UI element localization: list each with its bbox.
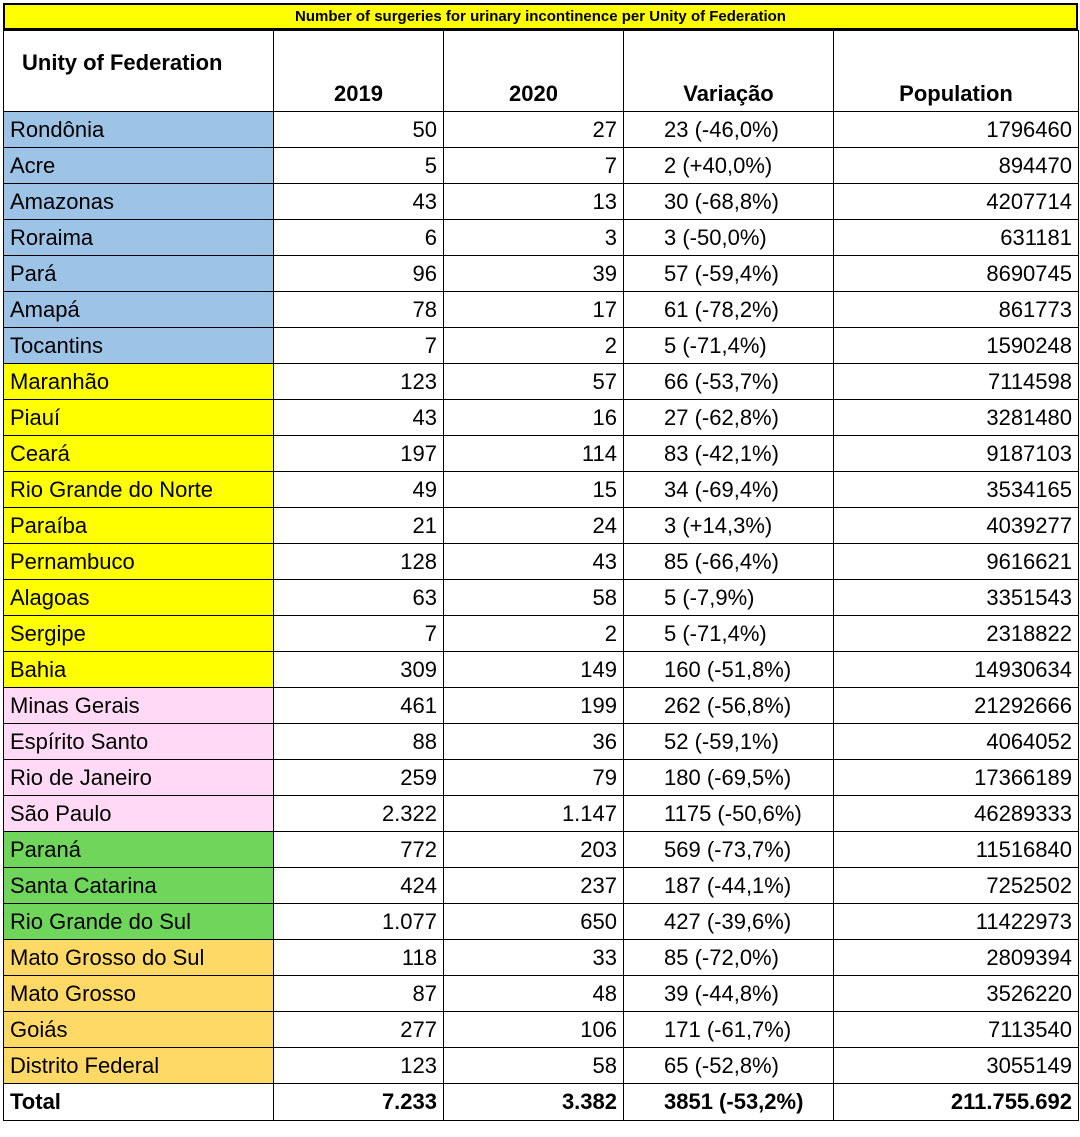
state-name-cell: Mato Grosso [4,976,274,1012]
table-row [4,724,1079,760]
total-label: Total [4,1084,274,1121]
state-name-cell: Rio Grande do Sul [4,904,274,940]
table-row [4,544,1079,580]
population-cell: 9187103 [834,436,1079,472]
population-cell: 11516840 [834,832,1079,868]
value-2019-cell: 1.077 [274,904,444,940]
value-2020-cell: 33 [444,940,624,976]
variation-cell: 85 (-66,4%) [624,544,834,580]
variation-cell: 27 (-62,8%) [624,400,834,436]
value-2020-cell: 17 [444,292,624,328]
variation-cell: 569 (-73,7%) [624,832,834,868]
variation-cell: 85 (-72,0%) [624,940,834,976]
value-2020-cell: 3 [444,220,624,256]
population-cell: 46289333 [834,796,1079,832]
value-2020-cell: 43 [444,544,624,580]
state-name-cell: Acre [4,148,274,184]
value-2019-cell: 461 [274,688,444,724]
value-2019-cell: 118 [274,940,444,976]
variation-cell: 30 (-68,8%) [624,184,834,220]
population-cell: 7114598 [834,364,1079,400]
table-row [4,220,1079,256]
state-name-cell: Distrito Federal [4,1048,274,1084]
table-row [4,292,1079,328]
table-row [4,112,1079,148]
population-cell: 4064052 [834,724,1079,760]
value-2019-cell: 123 [274,1048,444,1084]
value-2020-cell: 2 [444,328,624,364]
value-2020-cell: 1.147 [444,796,624,832]
table-row [4,508,1079,544]
population-cell: 631181 [834,220,1079,256]
state-name-cell: Piauí [4,400,274,436]
value-2019-cell: 88 [274,724,444,760]
value-2019-cell: 772 [274,832,444,868]
value-2019-cell: 5 [274,148,444,184]
variation-cell: 23 (-46,0%) [624,112,834,148]
table-row [4,940,1079,976]
population-cell: 1590248 [834,328,1079,364]
population-cell: 3351543 [834,580,1079,616]
population-cell: 4039277 [834,508,1079,544]
table-row [4,364,1079,400]
value-2020-cell: 58 [444,580,624,616]
table-row [4,328,1079,364]
value-2020-cell: 39 [444,256,624,292]
table-row [4,148,1079,184]
variation-cell: 5 (-71,4%) [624,328,834,364]
value-2019-cell: 197 [274,436,444,472]
table-row [4,256,1079,292]
table-row [4,436,1079,472]
state-name-cell: Tocantins [4,328,274,364]
value-2020-cell: 79 [444,760,624,796]
variation-cell: 180 (-69,5%) [624,760,834,796]
value-2020-cell: 149 [444,652,624,688]
value-2019-cell: 78 [274,292,444,328]
population-cell: 14930634 [834,652,1079,688]
population-cell: 9616621 [834,544,1079,580]
state-name-cell: Rondônia [4,112,274,148]
population-cell: 2809394 [834,940,1079,976]
table-row [4,400,1079,436]
table-row [4,688,1079,724]
total-population: 211.755.692 [834,1084,1079,1121]
population-cell: 894470 [834,148,1079,184]
value-2020-cell: 203 [444,832,624,868]
state-name-cell: Amapá [4,292,274,328]
variation-cell: 66 (-53,7%) [624,364,834,400]
value-2019-cell: 7 [274,616,444,652]
header-population: Population [834,31,1079,112]
value-2020-cell: 57 [444,364,624,400]
value-2020-cell: 199 [444,688,624,724]
table-row [4,868,1079,904]
variation-cell: 427 (-39,6%) [624,904,834,940]
variation-cell: 160 (-51,8%) [624,652,834,688]
value-2019-cell: 424 [274,868,444,904]
header-2019: 2019 [274,31,444,112]
variation-cell: 171 (-61,7%) [624,1012,834,1048]
population-cell: 7113540 [834,1012,1079,1048]
variation-cell: 5 (-7,9%) [624,580,834,616]
table-row [4,580,1079,616]
state-name-cell: Pernambuco [4,544,274,580]
total-row [4,1084,1079,1121]
spreadsheet [3,3,1078,1121]
state-name-cell: Sergipe [4,616,274,652]
population-cell: 8690745 [834,256,1079,292]
population-cell: 4207714 [834,184,1079,220]
table-row [4,184,1079,220]
population-cell: 3526220 [834,976,1079,1012]
value-2020-cell: 16 [444,400,624,436]
total-2020: 3.382 [444,1084,624,1121]
state-name-cell: Rio Grande do Norte [4,472,274,508]
population-cell: 21292666 [834,688,1079,724]
population-cell: 17366189 [834,760,1079,796]
value-2019-cell: 43 [274,184,444,220]
population-cell: 3055149 [834,1048,1079,1084]
header-unity: Unity of Federation [4,31,274,112]
total-2019: 7.233 [274,1084,444,1121]
state-name-cell: Goiás [4,1012,274,1048]
value-2019-cell: 2.322 [274,796,444,832]
value-2019-cell: 21 [274,508,444,544]
state-name-cell: Ceará [4,436,274,472]
table-row [4,616,1079,652]
table-row [4,832,1079,868]
value-2019-cell: 128 [274,544,444,580]
population-cell: 7252502 [834,868,1079,904]
table-row [4,904,1079,940]
value-2019-cell: 87 [274,976,444,1012]
table-row [4,976,1079,1012]
state-name-cell: São Paulo [4,796,274,832]
variation-cell: 83 (-42,1%) [624,436,834,472]
state-name-cell: Maranhão [4,364,274,400]
header-row [4,31,1079,112]
table-row [4,1012,1079,1048]
value-2019-cell: 259 [274,760,444,796]
value-2019-cell: 7 [274,328,444,364]
value-2020-cell: 58 [444,1048,624,1084]
state-name-cell: Paraíba [4,508,274,544]
value-2020-cell: 2 [444,616,624,652]
variation-cell: 262 (-56,8%) [624,688,834,724]
state-name-cell: Bahia [4,652,274,688]
value-2019-cell: 6 [274,220,444,256]
state-name-cell: Roraima [4,220,274,256]
value-2019-cell: 309 [274,652,444,688]
variation-cell: 61 (-78,2%) [624,292,834,328]
state-name-cell: Pará [4,256,274,292]
value-2020-cell: 106 [444,1012,624,1048]
variation-cell: 52 (-59,1%) [624,724,834,760]
state-name-cell: Rio de Janeiro [4,760,274,796]
population-cell: 3281480 [834,400,1079,436]
state-name-cell: Mato Grosso do Sul [4,940,274,976]
value-2019-cell: 96 [274,256,444,292]
value-2020-cell: 114 [444,436,624,472]
table-title: Number of surgeries for urinary incontinence per Unity of Federation [3,3,1078,30]
value-2020-cell: 650 [444,904,624,940]
population-cell: 1796460 [834,112,1079,148]
variation-cell: 34 (-69,4%) [624,472,834,508]
variation-cell: 39 (-44,8%) [624,976,834,1012]
population-cell: 861773 [834,292,1079,328]
value-2020-cell: 7 [444,148,624,184]
value-2020-cell: 24 [444,508,624,544]
population-cell: 3534165 [834,472,1079,508]
population-cell: 2318822 [834,616,1079,652]
value-2019-cell: 63 [274,580,444,616]
variation-cell: 57 (-59,4%) [624,256,834,292]
value-2019-cell: 50 [274,112,444,148]
value-2019-cell: 43 [274,400,444,436]
table-row [4,472,1079,508]
value-2020-cell: 15 [444,472,624,508]
value-2019-cell: 123 [274,364,444,400]
value-2020-cell: 36 [444,724,624,760]
state-name-cell: Amazonas [4,184,274,220]
variation-cell: 3 (+14,3%) [624,508,834,544]
value-2020-cell: 13 [444,184,624,220]
variation-cell: 65 (-52,8%) [624,1048,834,1084]
state-name-cell: Santa Catarina [4,868,274,904]
table-row [4,1048,1079,1084]
variation-cell: 1175 (-50,6%) [624,796,834,832]
value-2019-cell: 49 [274,472,444,508]
state-name-cell: Paraná [4,832,274,868]
value-2019-cell: 277 [274,1012,444,1048]
value-2020-cell: 48 [444,976,624,1012]
header-2020: 2020 [444,31,624,112]
total-variation: 3851 (-53,2%) [624,1084,834,1121]
table-row [4,796,1079,832]
header-variation: Variação [624,31,834,112]
variation-cell: 3 (-50,0%) [624,220,834,256]
value-2020-cell: 237 [444,868,624,904]
variation-cell: 2 (+40,0%) [624,148,834,184]
population-cell: 11422973 [834,904,1079,940]
table-row [4,652,1079,688]
variation-cell: 5 (-71,4%) [624,616,834,652]
state-name-cell: Minas Gerais [4,688,274,724]
variation-cell: 187 (-44,1%) [624,868,834,904]
surgeries-table [3,30,1079,1121]
table-row [4,760,1079,796]
state-name-cell: Espírito Santo [4,724,274,760]
value-2020-cell: 27 [444,112,624,148]
state-name-cell: Alagoas [4,580,274,616]
